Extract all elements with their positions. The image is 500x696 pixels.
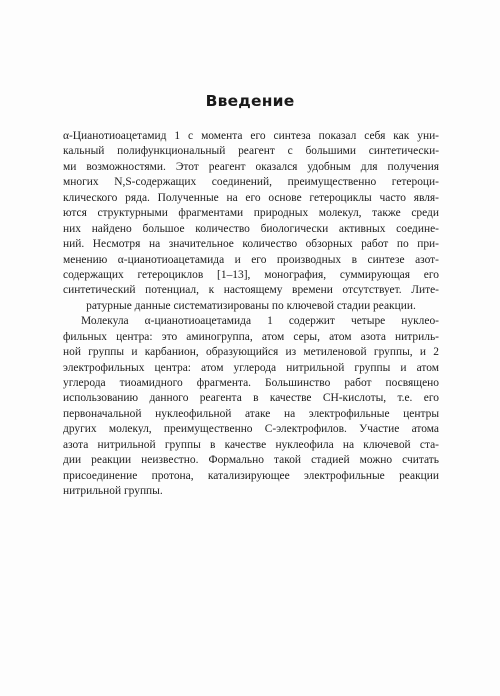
text-line: многих N,S-содержащих соединений, преимущественно гетероци- — [63, 176, 439, 189]
text-line: углерода тиоамидного фрагмента. Большинство работ посвящено — [63, 377, 439, 389]
text-line: синтетический потенциал, к настоящему времени отсутствует. Лите- — [63, 284, 439, 297]
text-line: ми возможностями. Этот реагент оказался удобным для получения — [63, 160, 439, 173]
text-line: первоначальной нуклеофильной атаке на электрофильные центры — [63, 407, 439, 420]
body-text — [63, 129, 439, 500]
text-line: ний. Несмотря на значительное количество обзорных работ по при- — [63, 238, 439, 251]
text-line: электрофильных центра: атом углерода нитрильной группы и атом — [63, 361, 439, 374]
text-line: ратурные данные систематизированы по ключевой стадии реакции. — [86, 299, 416, 312]
text-line: них найдено большое количество биологически активных соедине- — [63, 222, 439, 235]
text-line: клического ряда. Полученные на его основе гетероциклы часто явля- — [63, 191, 439, 204]
text-line: фильных центра: это аминогруппа, атом серы, атом азота нитриль- — [63, 330, 439, 343]
text-line: дии реакции неизвестно. Формально такой стадией можно считать — [63, 454, 439, 467]
text-line: нитрильной группы. — [63, 485, 163, 498]
text-line: содержащих гетероциклов [1–13], монография, суммирующая его — [63, 268, 439, 281]
text-line: азота нитрильной группы в качестве нуклеофила на ключевой ста- — [63, 438, 439, 451]
text-line: использованию данного реагента в качестве CH-кислоты, т.е. его — [63, 392, 439, 405]
text-line: Молекула α-цианотиоацетамида 1 содержит четыре нуклео- — [81, 315, 439, 328]
text-line: других молекул, преимущественно C-электрофилов. Участие атома — [63, 423, 439, 436]
text-line: менению α-цианотиоацетамида и его производных в синтезе азот- — [63, 253, 439, 266]
chapter-title: Введение — [205, 92, 295, 110]
text-line: ются структурными фрагментами природных молекул, также среди — [63, 207, 439, 220]
paragraph-1 — [63, 129, 439, 314]
paragraph-2 — [63, 314, 439, 499]
text-line: кальный полифункциональный реагент с большими синтетически- — [63, 145, 439, 158]
text-line: ной группы и карбанион, образующийся из метиленовой группы, и 2 — [63, 346, 439, 359]
text-line: присоединение протона, катализирующее электрофильные реакции — [63, 469, 439, 482]
text-line: α-Цианотиоацетамид 1 с момента его синтеза показал себя как уни- — [63, 130, 439, 142]
